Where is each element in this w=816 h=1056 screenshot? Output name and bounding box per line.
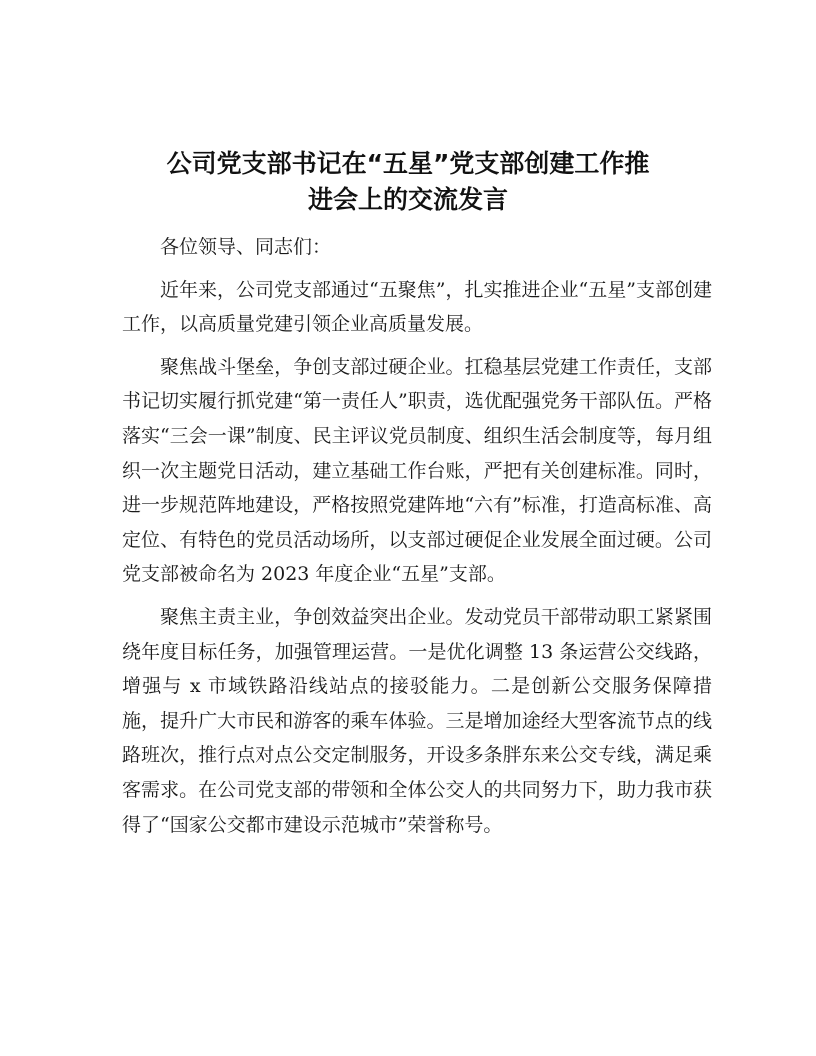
document-body bbox=[122, 230, 712, 850]
title-line-1: 公司党支部书记在“五星”党支部创建工作推 bbox=[166, 149, 650, 178]
document-title bbox=[118, 146, 698, 218]
greeting: 各位领导、同志们： bbox=[160, 236, 332, 258]
paragraph-fortress: 聚焦战斗堡垒，争创支部过硬企业。扛稳基层党建工作责任，支部书记切实履行抓党建“第一责任人”职责，选优配强党务干部队伍。严格落实“三会一课”制度、民主评议党员制度、组织生活会制度等，每月组织一次主题党日活动，建立基础工作台账，严把有关创建标准。同时，进一步规范阵地建设，严格按照党建阵地“六有”标准，打造高标准、高定位、有特色的党员活动场所，以支部过硬促企业发展全面过硬。公司党支部被命名为 2023 年度企业“五星”支部。 bbox=[122, 355, 712, 586]
paragraph-business: 聚焦主责主业，争创效益突出企业。发动党员干部带动职工紧紧围绕年度目标任务，加强管理运营。一是优化调整 13 条运营公交线路，增强与 x 市域铁路沿线站点的接驳能力。二是创新公交服务保障措施，提升广大市民和游客的乘车体验。三是增加途经大型客流节点的线路班次，推行点对点公交定制服务，开设多条胖东来公交专线，满足乘客需求。在公司党支部的带领和全体公交人的共同努力下，助力我市获得了“国家公交都市建设示范城市”荣誉称号。 bbox=[122, 605, 712, 836]
paragraph-intro: 近年来，公司党支部通过“五聚焦”，扎实推进企业“五星”支部创建工作，以高质量党建引领企业高质量发展。 bbox=[122, 278, 712, 336]
title-line-2: 进会上的交流发言 bbox=[307, 185, 508, 214]
